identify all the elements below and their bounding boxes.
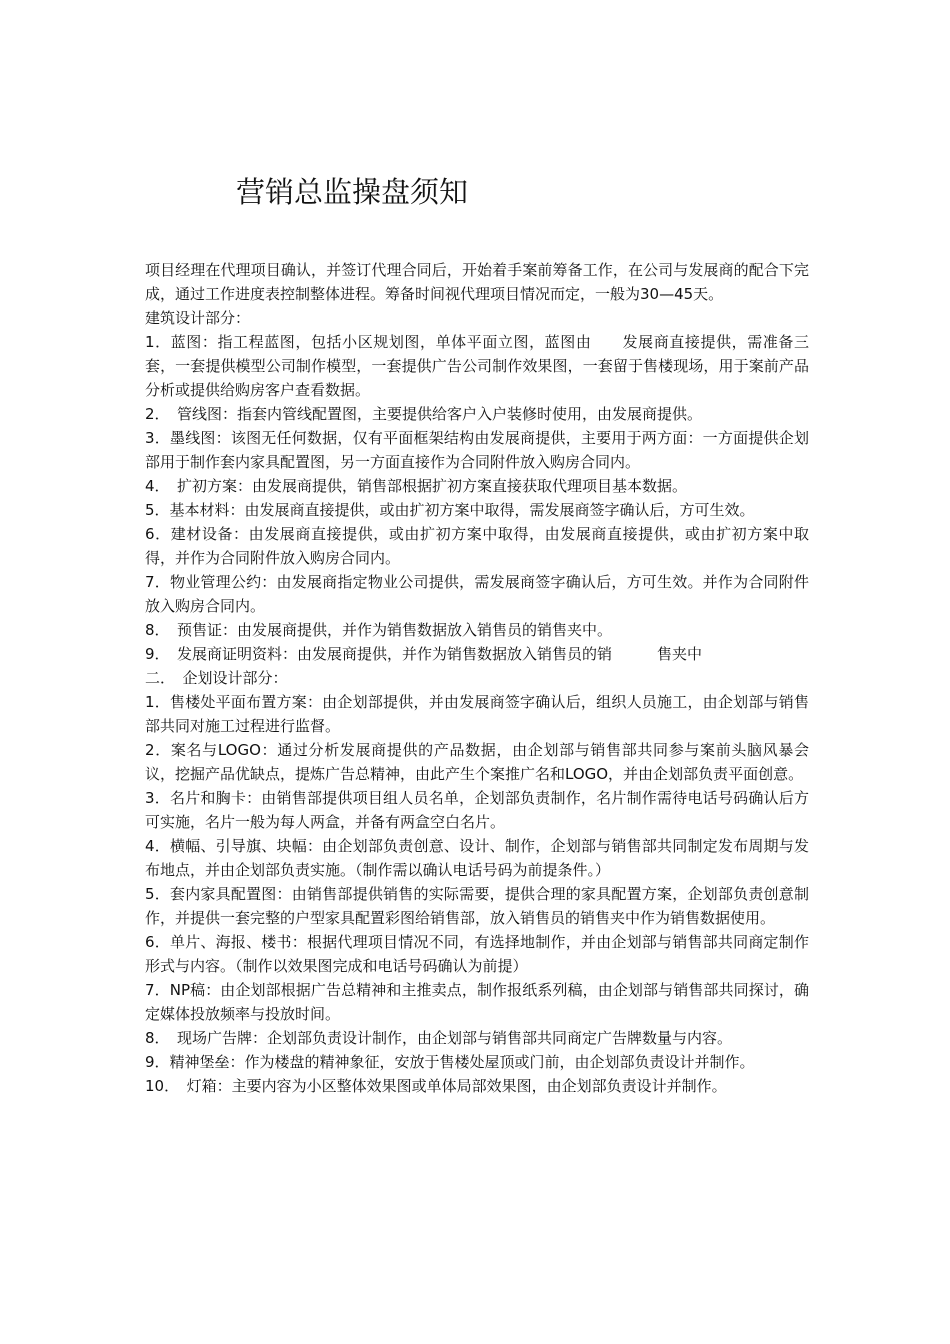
list-item: 4．横幅、引导旗、块幅：由企划部负责创意、设计、制作，企划部与销售部共同制定发布周期与发布地点，并由企划部负责实施。（制作需以确认电话号码为前提条件。） bbox=[145, 837, 809, 879]
list-item: 6．建材设备：由发展商直接提供，或由扩初方案中取得，由发展商直接提供，或由扩初方案中取得，并作为合同附件放入购房合同内。 bbox=[145, 525, 809, 567]
list-item: 8． 预售证：由发展商提供，并作为销售数据放入销售员的销售夹中。 bbox=[145, 621, 613, 639]
list-item: 9．精神堡垒：作为楼盘的精神象征，安放于售楼处屋顶或门前，由企划部负责设计并制作。 bbox=[145, 1053, 755, 1071]
list-item: 10． 灯箱：主要内容为小区整体效果图或单体局部效果图，由企划部负责设计并制作。 bbox=[145, 1077, 727, 1095]
list-item: 3．墨线图：该图无任何数据，仅有平面框架结构由发展商提供，主要用于两方面：一方面提供企划部用于制作套内家具配置图，另一方面直接作为合同附件放入购房合同内。 bbox=[145, 429, 809, 471]
document-body bbox=[145, 258, 809, 1098]
list-item: 3．名片和胸卡：由销售部提供项目组人员名单，企划部负责制作，名片制作需待电话号码确认后方可实施，名片一般为每人两盒，并备有两盒空白名片。 bbox=[145, 789, 809, 831]
list-item: 6．单片、海报、楼书：根据代理项目情况不同，有选择地制作，并由企划部与销售部共同商定制作形式与内容。（制作以效果图完成和电话号码确认为前提） bbox=[145, 933, 809, 975]
list-item: 7．物业管理公约：由发展商指定物业公司提供，需发展商签字确认后，方可生效。并作为合同附件放入购房合同内。 bbox=[145, 573, 809, 615]
list-item: 4． 扩初方案：由发展商提供，销售部根据扩初方案直接获取代理项目基本数据。 bbox=[145, 477, 688, 495]
list-item: 5．套内家具配置图：由销售部提供销售的实际需要，提供合理的家具配置方案，企划部负责创意制作，并提供一套完整的户型家具配置彩图给销售部，放入销售员的销售夹中作为销售数据使用。 bbox=[145, 885, 809, 927]
list-item: 8． 现场广告牌：企划部负责设计制作，由企划部与销售部共同商定广告牌数量与内容。 bbox=[145, 1029, 733, 1047]
section-heading-planning: 二． 企划设计部分： bbox=[145, 669, 288, 687]
list-item: 5．基本材料：由发展商直接提供，或由扩初方案中取得，需发展商签字确认后，方可生效。 bbox=[145, 501, 755, 519]
list-item: 7．NP稿：由企划部根据广告总精神和主推卖点，制作报纸系列稿，由企划部与销售部共同探讨，确定媒体投放频率与投放时间。 bbox=[145, 981, 809, 1023]
document-title: 营销总监操盘须知 bbox=[236, 175, 469, 209]
list-item: 9． 发展商证明资料：由发展商提供，并作为销售数据放入销售员的销 售夹中 bbox=[145, 645, 703, 663]
list-item: 1．蓝图：指工程蓝图，包括小区规划图，单体平面立图，蓝图由 发展商直接提供，需准备三套，一套提供模型公司制作模型，一套提供广告公司制作效果图，一套留于售楼现场，用于案前产品分析或提供给购房客户查看数据。 bbox=[145, 333, 809, 399]
list-item: 1．售楼处平面布置方案：由企划部提供，并由发展商签字确认后，组织人员施工，由企划部与销售部共同对施工过程进行监督。 bbox=[145, 693, 809, 735]
intro-paragraph: 项目经理在代理项目确认，并签订代理合同后，开始着手案前筹备工作，在公司与发展商的配合下完成，通过工作进度表控制整体进程。筹备时间视代理项目情况而定，一般为30—45天。 bbox=[145, 261, 809, 303]
list-item: 2． 管线图：指套内管线配置图，主要提供给客户入户装修时使用，由发展商提供。 bbox=[145, 405, 703, 423]
list-item: 2．案名与LOGO：通过分析发展商提供的产品数据，由企划部与销售部共同参与案前头脑风暴会议，挖掘产品优缺点，提炼广告总精神，由此产生个案推广名和LOGO，并由企划部负责平面创意。 bbox=[145, 741, 809, 783]
section-heading-architecture: 建筑设计部分： bbox=[145, 309, 251, 327]
